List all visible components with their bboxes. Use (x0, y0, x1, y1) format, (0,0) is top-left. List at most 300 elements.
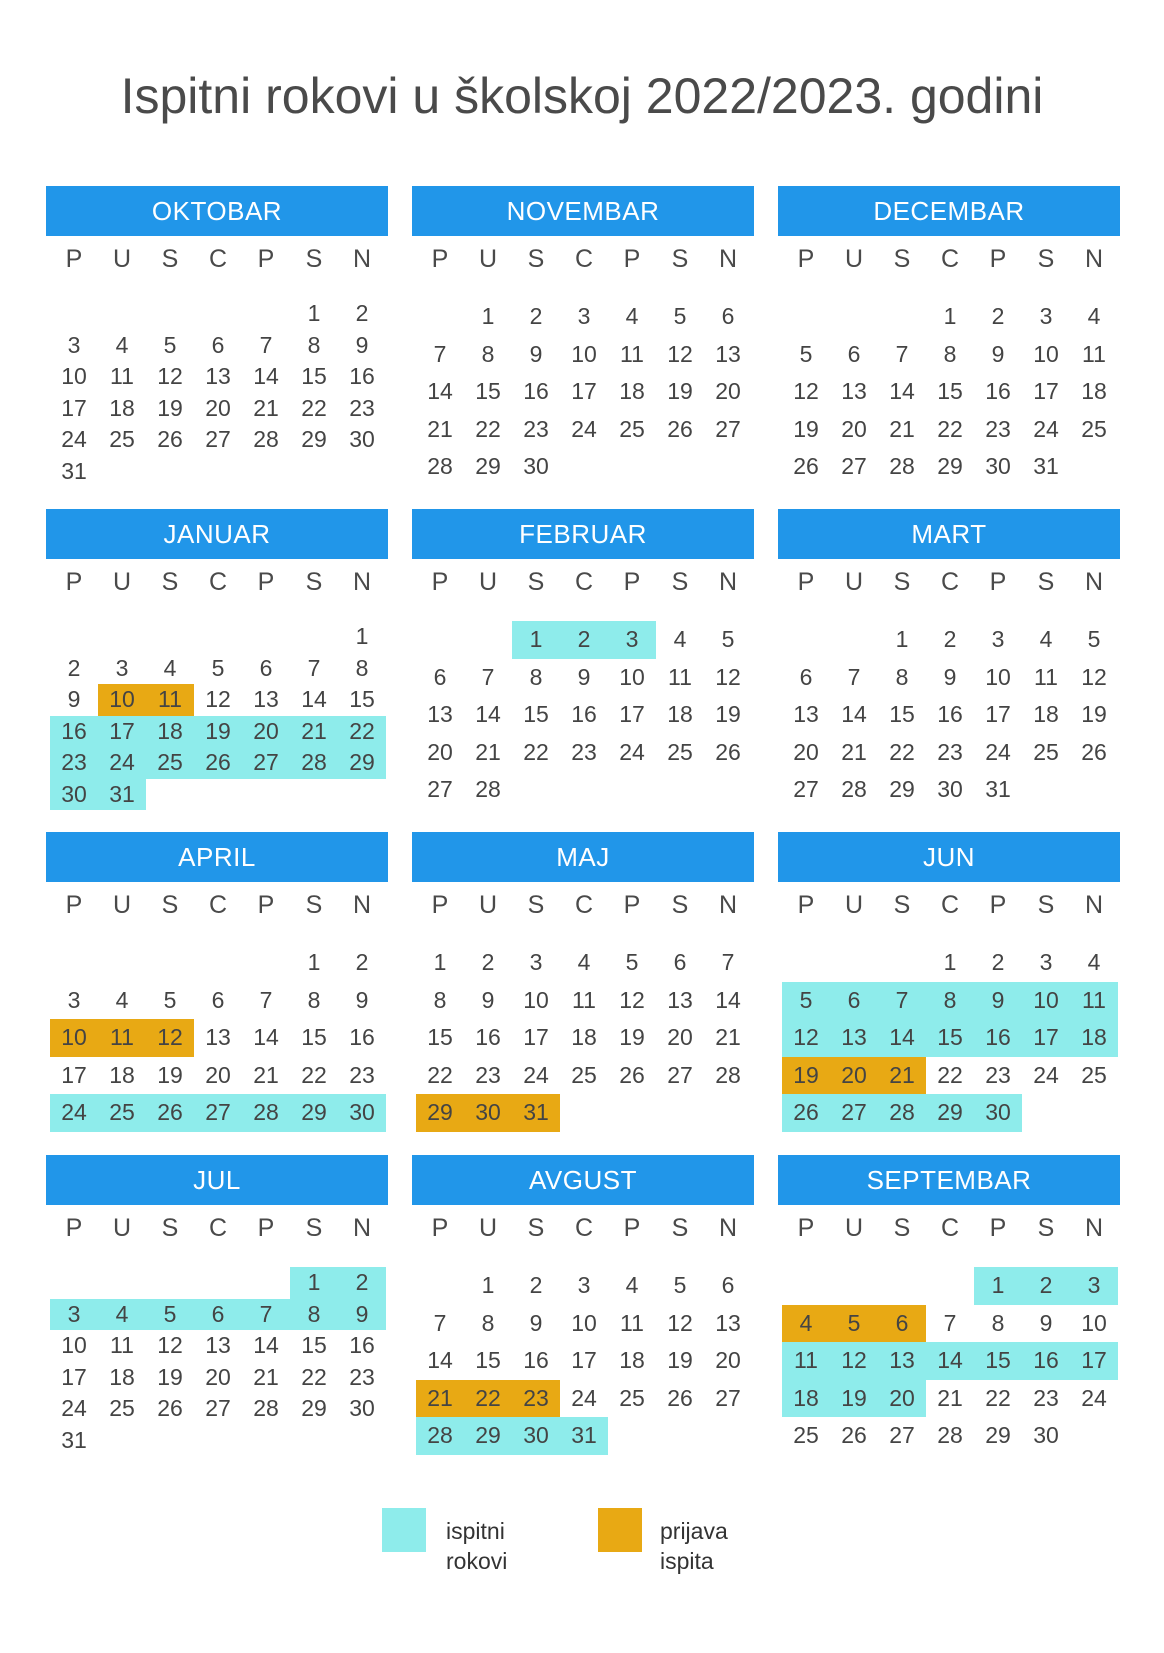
month-septembar (778, 1155, 1120, 1455)
day-cell: 29 (889, 776, 915, 802)
month-header: AVGUST (412, 1155, 754, 1205)
day-cell: 26 (667, 415, 693, 442)
day-cell: 13 (427, 701, 453, 727)
day-cell: 9 (355, 331, 369, 358)
weekday-label: U (844, 1214, 864, 1242)
day-cell: 4 (98, 1299, 146, 1331)
day-cell: 23 (349, 394, 375, 421)
weekday-label: S (671, 568, 689, 596)
weekday-label: S (527, 568, 545, 596)
day-cell: 19 (830, 1380, 878, 1418)
day-cell: 12 (667, 1309, 693, 1336)
day-cell: 26 (793, 453, 819, 479)
day-cell: 23 (349, 1061, 375, 1088)
day-cell: 19 (667, 378, 693, 404)
day-cell: 23 (937, 738, 963, 765)
day-cell: 7 (259, 331, 273, 358)
day-cell: 29 (290, 1094, 338, 1132)
weekday-label: P (623, 568, 641, 596)
weekday-label: C (940, 568, 960, 596)
day-cell: 9 (991, 340, 1005, 367)
day-cell: 2 (355, 300, 369, 326)
day-cell: 10 (1033, 340, 1059, 367)
day-cell: 21 (841, 738, 867, 765)
day-cell: 25 (109, 426, 135, 452)
day-cell: 19 (157, 1363, 183, 1390)
day-cell: 19 (1081, 701, 1107, 727)
weekday-label: S (671, 245, 689, 273)
month-header: MART (778, 509, 1120, 559)
day-cell: 26 (782, 1094, 830, 1132)
day-cell: 22 (475, 415, 501, 442)
day-cell: 23 (512, 1380, 560, 1418)
day-cell: 8 (307, 986, 321, 1013)
month-decembar (778, 186, 1120, 486)
day-cell: 17 (571, 378, 597, 404)
day-cell: 3 (1070, 1267, 1118, 1305)
day-cell: 16 (1022, 1342, 1070, 1380)
weekday-label: U (112, 891, 132, 919)
day-cell: 22 (301, 1061, 327, 1088)
weekday-label: N (352, 891, 372, 919)
day-cell: 20 (793, 738, 819, 765)
day-cell: 24 (98, 747, 146, 779)
day-cell: 12 (146, 1019, 194, 1057)
day-cell: 11 (572, 986, 596, 1013)
day-cell: 25 (793, 1422, 819, 1448)
day-cell: 22 (937, 1061, 963, 1088)
day-cell: 27 (889, 1422, 915, 1448)
day-cell: 30 (937, 776, 963, 802)
day-cell: 3 (1039, 949, 1053, 975)
day-cell: 2 (529, 303, 543, 329)
month-header: FEBRUAR (412, 509, 754, 559)
day-cell: 28 (427, 453, 453, 479)
day-cell: 28 (878, 1094, 926, 1132)
day-cell: 21 (889, 415, 915, 442)
month-header: DECEMBAR (778, 186, 1120, 236)
day-cell: 17 (61, 1363, 87, 1390)
day-cell: 21 (253, 1363, 279, 1390)
day-cell: 10 (1022, 982, 1070, 1020)
day-cell: 30 (523, 453, 549, 479)
day-cell: 8 (355, 654, 369, 681)
day-cell: 10 (985, 663, 1011, 690)
day-cell: 6 (194, 1299, 242, 1331)
day-cell: 22 (985, 1384, 1011, 1411)
day-cell: 24 (571, 1384, 597, 1411)
day-cell: 9 (338, 1299, 386, 1331)
month-header: JUN (778, 832, 1120, 882)
day-cell: 15 (937, 378, 963, 404)
day-cell: 11 (1034, 663, 1058, 690)
day-cell: 20 (205, 1061, 231, 1088)
day-cell: 7 (943, 1309, 957, 1336)
day-cell: 25 (109, 1395, 135, 1421)
day-cell: 26 (157, 1395, 183, 1421)
day-cell: 25 (619, 1384, 645, 1411)
day-cell: 28 (416, 1417, 464, 1455)
day-cell: 10 (61, 1332, 87, 1358)
day-cell: 30 (349, 1395, 375, 1421)
weekday-label: C (940, 1214, 960, 1242)
day-cell: 2 (529, 1272, 543, 1298)
day-cell: 23 (571, 738, 597, 765)
day-cell: 16 (475, 1024, 501, 1050)
day-cell: 6 (721, 303, 735, 329)
day-cell: 13 (715, 1309, 741, 1336)
day-cell: 3 (67, 331, 81, 358)
day-cell: 18 (619, 1347, 645, 1373)
day-cell: 14 (475, 701, 501, 727)
day-cell: 22 (427, 1061, 453, 1088)
day-cell: 12 (1081, 663, 1107, 690)
weekday-label: S (671, 891, 689, 919)
weekday-label: N (1084, 245, 1104, 273)
day-cell: 22 (301, 394, 327, 421)
weekday-label: P (797, 1214, 815, 1242)
day-cell: 17 (98, 716, 146, 748)
day-cell: 20 (830, 1057, 878, 1095)
day-cell: 26 (1081, 738, 1107, 765)
day-cell: 5 (163, 331, 177, 358)
day-cell: 7 (878, 982, 926, 1020)
day-cell: 24 (1081, 1384, 1107, 1411)
weekday-label: P (257, 1214, 275, 1242)
day-cell: 24 (1033, 415, 1059, 442)
day-cell: 27 (715, 1384, 741, 1411)
weekday-label: C (208, 245, 228, 273)
day-cell: 13 (205, 1332, 231, 1358)
day-cell: 30 (349, 426, 375, 452)
day-cell: 30 (338, 1094, 386, 1132)
day-cell: 10 (571, 1309, 597, 1336)
month-header: NOVEMBAR (412, 186, 754, 236)
weekday-label: P (65, 568, 83, 596)
day-cell: 26 (715, 738, 741, 765)
day-cell: 18 (1081, 378, 1107, 404)
weekday-label: N (352, 568, 372, 596)
day-cell: 28 (937, 1422, 963, 1448)
day-cell: 8 (290, 1299, 338, 1331)
month-header: OKTOBAR (46, 186, 388, 236)
legend-registration-label: prijava ispita (660, 1518, 728, 1574)
day-cell: 22 (338, 716, 386, 748)
day-cell: 6 (830, 982, 878, 1020)
day-cell: 8 (307, 331, 321, 358)
day-cell: 17 (1022, 1019, 1070, 1057)
day-cell: 2 (991, 949, 1005, 975)
day-cell: 3 (577, 1272, 591, 1298)
day-cell: 5 (211, 654, 225, 681)
day-cell: 13 (667, 986, 693, 1013)
weekday-label: S (305, 568, 323, 596)
month-april (46, 832, 388, 1132)
day-cell: 31 (61, 457, 87, 484)
day-cell: 4 (1087, 949, 1101, 975)
weekday-label: P (623, 1214, 641, 1242)
day-cell: 16 (571, 701, 597, 727)
day-cell: 9 (481, 986, 495, 1013)
day-cell: 4 (625, 303, 639, 329)
day-cell: 25 (619, 415, 645, 442)
day-cell: 4 (1087, 303, 1101, 329)
weekday-label: S (527, 245, 545, 273)
legend-registration-swatch (598, 1508, 642, 1552)
day-cell: 12 (782, 1019, 830, 1057)
day-cell: 23 (50, 747, 98, 779)
day-cell: 19 (793, 415, 819, 442)
weekday-label: U (844, 891, 864, 919)
day-cell: 26 (619, 1061, 645, 1088)
day-cell: 8 (529, 663, 543, 690)
weekday-label: P (989, 568, 1007, 596)
day-cell: 17 (1070, 1342, 1118, 1380)
weekday-label: C (940, 245, 960, 273)
day-cell: 25 (571, 1061, 597, 1088)
day-cell: 4 (1039, 626, 1053, 652)
day-cell: 20 (715, 1347, 741, 1373)
day-cell: 11 (782, 1342, 830, 1380)
day-cell: 2 (338, 1267, 386, 1299)
day-cell: 17 (61, 394, 87, 421)
day-cell: 7 (895, 340, 909, 367)
weekday-label: S (305, 891, 323, 919)
day-cell: 24 (61, 1395, 87, 1421)
day-cell: 5 (673, 303, 687, 329)
weekday-label: P (65, 1214, 83, 1242)
weekday-label: U (478, 245, 498, 273)
month-header: JANUAR (46, 509, 388, 559)
day-cell: 17 (1033, 378, 1059, 404)
weekday-label: N (718, 568, 738, 596)
day-cell: 13 (841, 378, 867, 404)
day-cell: 14 (253, 1332, 279, 1358)
day-cell: 27 (830, 1094, 878, 1132)
day-cell: 26 (194, 747, 242, 779)
weekday-label: P (989, 1214, 1007, 1242)
day-cell: 23 (523, 415, 549, 442)
weekday-label: U (478, 568, 498, 596)
day-cell: 5 (625, 949, 639, 975)
day-cell: 29 (937, 453, 963, 479)
day-cell: 5 (799, 340, 813, 367)
month-header: MAJ (412, 832, 754, 882)
weekday-label: P (257, 891, 275, 919)
day-cell: 2 (67, 654, 81, 681)
day-cell: 1 (481, 303, 495, 329)
day-cell: 18 (571, 1024, 597, 1050)
day-cell: 2 (943, 626, 957, 652)
day-cell: 27 (715, 415, 741, 442)
weekday-label: S (893, 245, 911, 273)
day-cell: 28 (841, 776, 867, 802)
day-cell: 8 (926, 982, 974, 1020)
weekday-label: U (112, 568, 132, 596)
day-cell: 14 (301, 686, 327, 712)
weekday-label: S (161, 1214, 179, 1242)
day-cell: 18 (109, 394, 135, 421)
weekday-label: S (161, 568, 179, 596)
day-cell: 2 (1022, 1267, 1070, 1305)
day-cell: 8 (895, 663, 909, 690)
day-cell: 9 (529, 340, 543, 367)
weekday-label: C (940, 891, 960, 919)
weekday-label: C (574, 568, 594, 596)
day-cell: 27 (242, 747, 290, 779)
day-cell: 20 (205, 394, 231, 421)
weekday-label: N (718, 891, 738, 919)
day-cell: 23 (985, 1061, 1011, 1088)
day-cell: 14 (427, 1347, 453, 1373)
day-cell: 4 (625, 1272, 639, 1298)
day-cell: 21 (253, 394, 279, 421)
day-cell: 18 (782, 1380, 830, 1418)
day-cell: 22 (889, 738, 915, 765)
month-januar (46, 509, 388, 809)
day-cell: 29 (985, 1422, 1011, 1448)
weekday-label: S (1037, 1214, 1055, 1242)
day-cell: 9 (974, 982, 1022, 1020)
day-cell: 23 (1033, 1384, 1059, 1411)
day-cell: 28 (889, 453, 915, 479)
day-cell: 24 (50, 1094, 98, 1132)
day-cell: 7 (847, 663, 861, 690)
day-cell: 16 (349, 1024, 375, 1050)
weekday-label: S (161, 891, 179, 919)
day-cell: 11 (620, 340, 644, 367)
day-cell: 2 (991, 303, 1005, 329)
day-cell: 6 (433, 663, 447, 690)
day-cell: 4 (115, 986, 129, 1013)
day-cell: 18 (109, 1363, 135, 1390)
day-cell: 10 (61, 363, 87, 389)
day-cell: 19 (194, 716, 242, 748)
day-cell: 24 (571, 415, 597, 442)
day-cell: 20 (715, 378, 741, 404)
day-cell: 24 (61, 426, 87, 452)
day-cell: 14 (878, 1019, 926, 1057)
day-cell: 7 (481, 663, 495, 690)
day-cell: 7 (721, 949, 735, 975)
day-cell: 24 (985, 738, 1011, 765)
weekday-label: N (718, 245, 738, 273)
day-cell: 21 (715, 1024, 741, 1050)
day-cell: 5 (782, 982, 830, 1020)
day-cell: 18 (619, 378, 645, 404)
day-cell: 15 (926, 1019, 974, 1057)
day-cell: 20 (205, 1363, 231, 1390)
weekday-label: C (208, 891, 228, 919)
day-cell: 11 (98, 1019, 146, 1057)
day-cell: 19 (157, 394, 183, 421)
weekday-label: P (797, 245, 815, 273)
day-cell: 18 (1033, 701, 1059, 727)
weekday-label: U (112, 245, 132, 273)
day-cell: 27 (841, 453, 867, 479)
weekday-label: P (257, 245, 275, 273)
day-cell: 1 (974, 1267, 1022, 1305)
day-cell: 18 (146, 716, 194, 748)
month-header: APRIL (46, 832, 388, 882)
weekday-label: P (65, 245, 83, 273)
day-cell: 8 (943, 340, 957, 367)
month-avgust (412, 1155, 754, 1455)
day-cell: 13 (253, 686, 279, 712)
day-cell: 20 (242, 716, 290, 748)
day-cell: 15 (301, 363, 327, 389)
day-cell: 21 (427, 415, 453, 442)
day-cell: 21 (290, 716, 338, 748)
day-cell: 29 (464, 1417, 512, 1455)
day-cell: 31 (61, 1426, 87, 1453)
day-cell: 24 (619, 738, 645, 765)
weekday-label: S (305, 1214, 323, 1242)
weekday-label: C (574, 245, 594, 273)
day-cell: 7 (259, 986, 273, 1013)
day-cell: 16 (349, 1332, 375, 1358)
day-cell: 15 (349, 686, 375, 712)
day-cell: 29 (301, 1395, 327, 1421)
day-cell: 10 (98, 684, 146, 716)
weekday-label: P (989, 891, 1007, 919)
day-cell: 22 (937, 415, 963, 442)
day-cell: 31 (985, 776, 1011, 802)
day-cell: 4 (115, 331, 129, 358)
weekday-label: P (623, 245, 641, 273)
weekday-label: P (257, 568, 275, 596)
weekday-label: S (527, 891, 545, 919)
day-cell: 17 (619, 701, 645, 727)
day-cell: 15 (889, 701, 915, 727)
day-cell: 16 (349, 363, 375, 389)
day-cell: 28 (715, 1061, 741, 1088)
day-cell: 29 (416, 1094, 464, 1132)
weekday-label: P (431, 245, 449, 273)
day-cell: 14 (427, 378, 453, 404)
weekday-label: S (1037, 891, 1055, 919)
day-cell: 8 (991, 1309, 1005, 1336)
day-cell: 15 (427, 1024, 453, 1050)
day-cell: 1 (512, 621, 560, 659)
day-cell: 12 (830, 1342, 878, 1380)
day-cell: 15 (475, 1347, 501, 1373)
day-cell: 25 (146, 747, 194, 779)
day-cell: 30 (512, 1417, 560, 1455)
day-cell: 15 (301, 1332, 327, 1358)
day-cell: 22 (301, 1363, 327, 1390)
day-cell: 28 (253, 426, 279, 452)
day-cell: 1 (481, 1272, 495, 1298)
day-cell: 8 (481, 1309, 495, 1336)
day-cell: 10 (50, 1019, 98, 1057)
day-cell: 25 (98, 1094, 146, 1132)
weekday-label: S (305, 245, 323, 273)
weekday-label: P (431, 1214, 449, 1242)
day-cell: 2 (355, 949, 369, 975)
day-cell: 21 (878, 1057, 926, 1095)
day-cell: 3 (577, 303, 591, 329)
weekday-label: N (352, 245, 372, 273)
day-cell: 28 (242, 1094, 290, 1132)
weekday-label: N (1084, 891, 1104, 919)
day-cell: 15 (523, 701, 549, 727)
day-cell: 25 (1081, 1061, 1107, 1088)
day-cell: 1 (433, 949, 447, 975)
day-cell: 21 (416, 1380, 464, 1418)
month-februar (412, 509, 754, 809)
day-cell: 1 (307, 300, 321, 326)
